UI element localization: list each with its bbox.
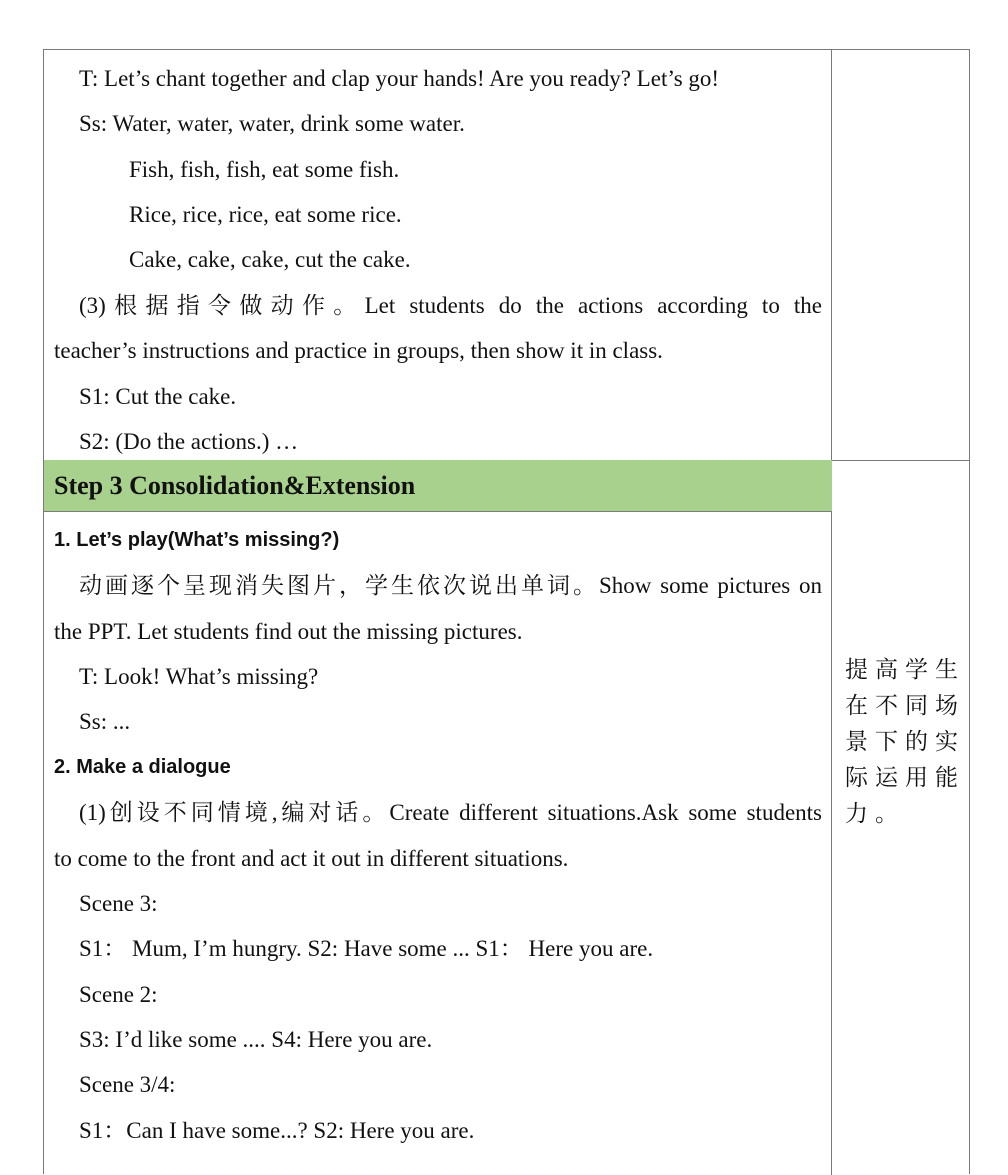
scene-dialogue-line: S1：Can I have some...? S2: Here you are. bbox=[79, 1118, 475, 1143]
missing-pictures-line-2: the PPT. Let students find out the missing pictures. bbox=[54, 619, 523, 644]
students-answer-line: Ss: ... bbox=[79, 709, 131, 734]
purpose-note: 提高学生在不同场景下的实际运用能力。 bbox=[845, 657, 965, 826]
actions-instruction-line-1: (3)根据指令做动作。Let students do the actions according to the bbox=[79, 293, 822, 318]
step3-header bbox=[44, 460, 832, 512]
scene-label: Scene 3: bbox=[79, 891, 158, 916]
activity-purpose-cell bbox=[833, 50, 969, 460]
activity-row bbox=[44, 50, 969, 461]
scene-dialogue-line: S1： Mum, I’m hungry. S2: Have some ... S1： Here you are. bbox=[79, 936, 654, 961]
scene-label: Scene 2: bbox=[79, 982, 158, 1007]
dialogue-instruction-line-1: (1)创设不同情境,编对话。Create different situations.Ask some students bbox=[79, 800, 822, 825]
chant-line-cake: Cake, cake, cake, cut the cake. bbox=[129, 247, 411, 272]
dialogue-instruction-line-2: to come to the front and act it out in different situations. bbox=[54, 846, 569, 871]
step3-row bbox=[44, 460, 969, 1175]
teacher-chant-prompt: T: Let’s chant together and clap your hands! Are you ready? Let’s go! bbox=[79, 66, 720, 91]
missing-pictures-line-1: 动画逐个呈现消失图片，学生依次说出单词。Show some pictures on bbox=[79, 573, 822, 598]
chant-line-rice: Rice, rice, rice, eat some rice. bbox=[129, 202, 402, 227]
make-dialogue-heading: 2. Make a dialogue bbox=[54, 756, 231, 778]
step3-purpose-cell bbox=[833, 460, 969, 1175]
chant-line-fish: Fish, fish, fish, eat some fish. bbox=[129, 157, 400, 182]
actions-instruction-line-2: teacher’s instructions and practice in groups, then show it in class. bbox=[54, 338, 663, 363]
scene-dialogue-line: S3: I’d like some .... S4: Here you are. bbox=[79, 1027, 433, 1052]
student1-line: S1: Cut the cake. bbox=[79, 384, 237, 409]
step3-content-cell bbox=[44, 460, 832, 1175]
student2-line: S2: (Do the actions.) … bbox=[79, 429, 299, 454]
activity-content-cell bbox=[44, 50, 832, 460]
teacher-question-line: T: Look! What’s missing? bbox=[79, 664, 319, 689]
lets-play-heading: 1. Let’s play(What’s missing?) bbox=[54, 529, 340, 551]
lesson-plan-table bbox=[43, 49, 970, 1174]
scene-label: Scene 3/4: bbox=[79, 1072, 176, 1097]
chant-line-water: Ss: Water, water, water, drink some water. bbox=[79, 111, 465, 136]
step3-title: Step 3 Consolidation&Extension bbox=[54, 471, 416, 500]
